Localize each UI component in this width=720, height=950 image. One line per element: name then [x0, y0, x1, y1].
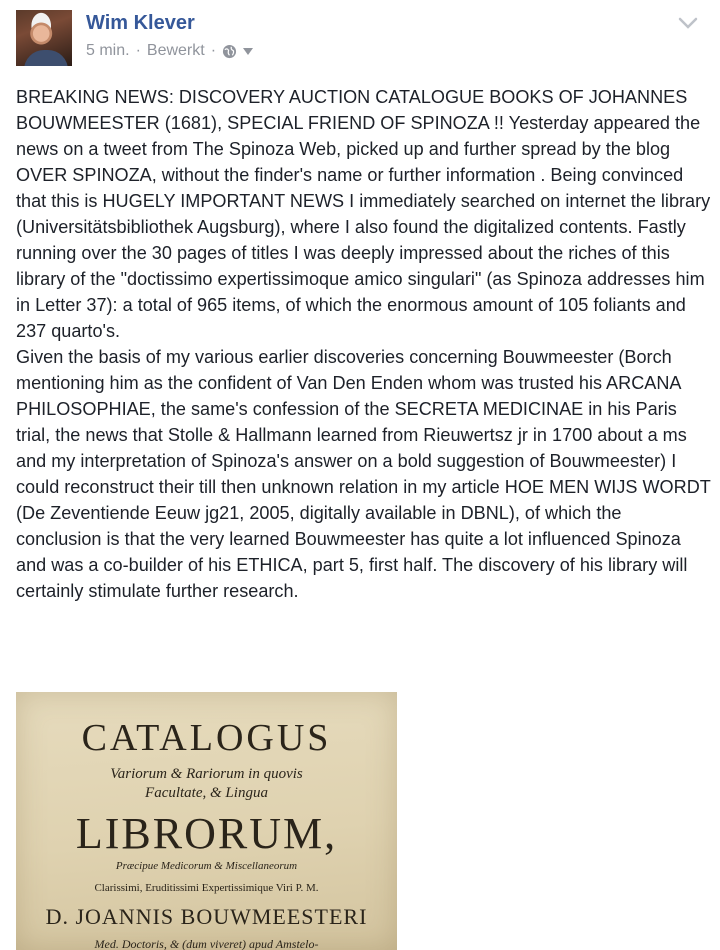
photo-line: Præcipue Medicorum & Miscellaneorum — [115, 860, 298, 872]
avatar[interactable] — [16, 10, 72, 66]
globe-icon[interactable] — [222, 44, 237, 59]
photo-line: Variorum & Rariorum in quovis — [110, 766, 303, 782]
post-body-text: BREAKING NEWS: DISCOVERY AUCTION CATALOGUE BOOKS OF JOHANNES BOUWMEESTER (1681), SPECIAL FRIEND OF SPINOZA !! Yesterday appeared the news on a tweet from The Spinoza Web, picked up and further spread by the blog OVER SPINOZA, without the finder's name or further information . Being convinced that this is HUGELY IMPORTANT NEWS I immediately searched on internet the library (Universitätsbibliothek Augsburg), where I also found the digitalized contents. Fastly running over the 30 pages of titles I was deeply impressed about the riches of this library of the "doctissimo expertissimoque amico singulari" (as Spinoza addresses him in Letter 37): a total of 965 items, of which the enormous amount of 105 foliants and 237 quarto's. Given the basis of my various earlier discoveries concerning Bouwmeester (Borch mentioning him as the confident of Van Den Enden whom was trusted his ARCANA PHILOSOPHIAE, the same's confession of the SECRETA MEDICINAE in his Paris trial, the news that Stolle & Hallmann learned from Rieuwertsz jr in 1700 about a ms and my interpretation of Spinoza's answer on a bold suggestion of Bouwmeester) I could reconstruct their till then unknown relation in my article HOE MEN WIJS WORDT (De Zeventiende Eeuw jg21, 2005, digitally available in DBNL), of which the conclusion is that the very learned Bouwmeester has quite a lot influenced Spinoza and was a co-builder of his ETHICA, part 5, first half. The discovery of his library will certainly stimulate further research. — [16, 87, 711, 601]
photo-line: Med. Doctoris, & (dum viveret) apud Amstelo- — [94, 937, 319, 950]
photo-line: Clarissimi, Eruditissimi Expertissimique Viri P. M. — [94, 882, 319, 894]
post-meta — [86, 42, 253, 60]
post-header — [16, 10, 706, 70]
meta-separator: · — [135, 42, 141, 59]
photo-line: LIBRORUM, — [75, 809, 338, 858]
photo-line: Facultate, & Lingua — [145, 785, 268, 801]
photo-line: D. JOANNIS BOUWMEESTERI — [45, 904, 368, 929]
caret-down-icon[interactable] — [243, 48, 253, 55]
author-name[interactable]: Wim Klever — [86, 12, 195, 34]
edited-label[interactable]: Bewerkt — [146, 42, 205, 59]
chevron-down-icon[interactable] — [678, 16, 698, 30]
catalogue-title-page-photo[interactable] — [16, 692, 397, 950]
meta-separator: · — [210, 42, 217, 59]
photo-line: CATALOGUS — [81, 717, 332, 759]
post-timestamp[interactable]: 5 min. — [86, 42, 130, 59]
